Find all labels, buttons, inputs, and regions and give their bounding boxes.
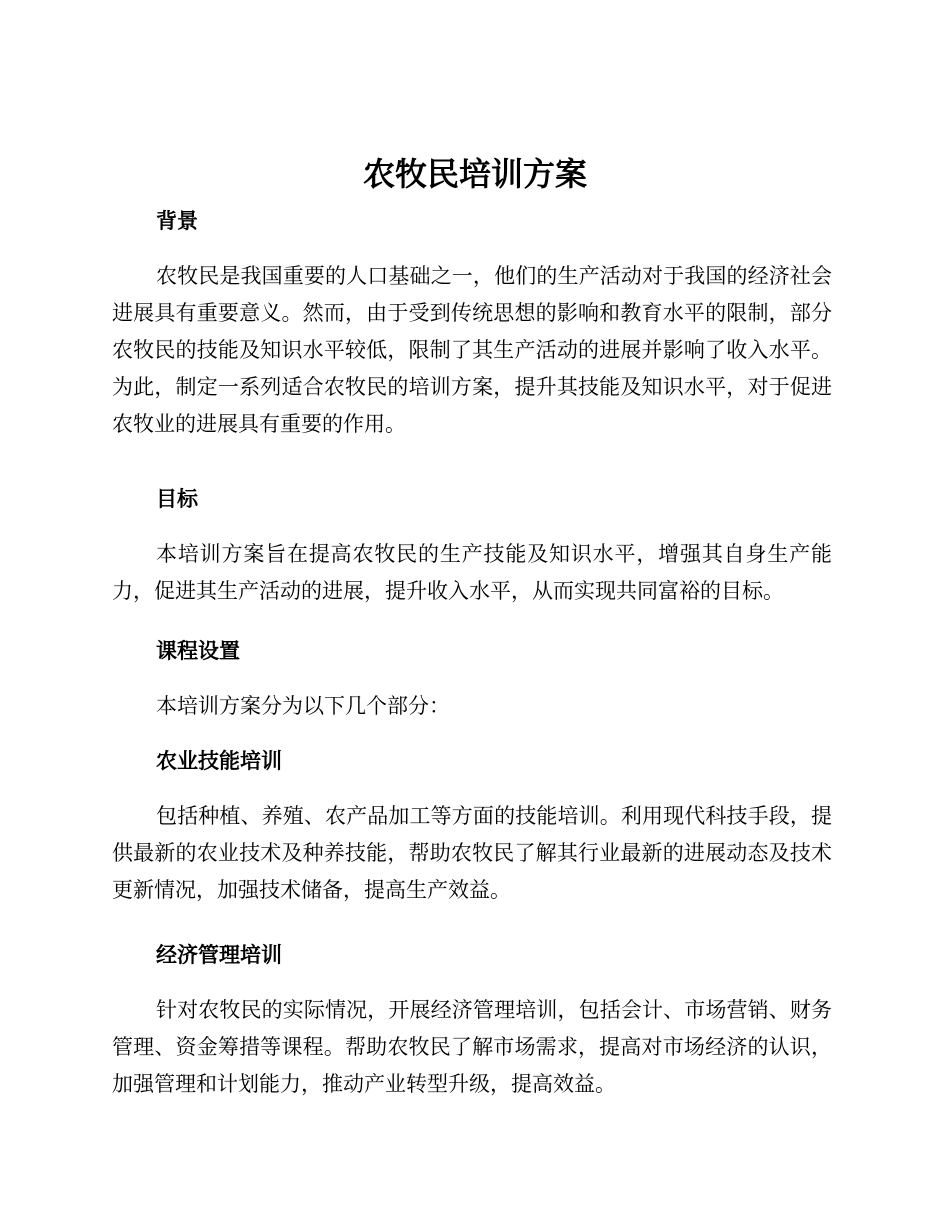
section-heading-background: 背景 — [156, 209, 198, 233]
section-paragraph-econ-mgmt: 针对农牧民的实际情况，开展经济管理培训，包括会计、市场营销、财务管理、资金筹措等课程。帮助农牧民了解市场需求，提高对市场经济的认识，加强管理和计划能力，推动产业转型升级，提高效益。 — [112, 998, 832, 1096]
section-paragraph-agri-skills: 包括种植、养殖、农产品加工等方面的技能培训。利用现代科技手段，提供最新的农业技术及种养技能，帮助农牧民了解其行业最新的进展动态及技术更新情况，加强技术储备，提高生产效益。 — [112, 804, 832, 902]
section-paragraph-goal: 本培训方案旨在提高农牧民的生产技能及知识水平，增强其自身生产能力，促进其生产活动的进展，提升收入水平，从而实现共同富裕的目标。 — [112, 542, 832, 603]
document-title: 农牧民培训方案 — [362, 155, 587, 193]
section-paragraph-background: 农牧民是我国重要的人口基础之一，他们的生产活动对于我国的经济社会进展具有重要意义。然而，由于受到传统思想的影响和教育水平的限制，部分农牧民的技能及知识水平较低，限制了其生产活动的进展并影响了收入水平。为此，制定一系列适合农牧民的培训方案，提升其技能及知识水平，对于促进农牧业的进展具有重要的作用。 — [112, 264, 832, 436]
section-heading-econ-mgmt: 经济管理培训 — [156, 943, 282, 967]
section-heading-agri-skills: 农业技能培训 — [156, 749, 282, 773]
section-heading-goal: 目标 — [156, 487, 198, 511]
section-heading-curriculum: 课程设置 — [156, 639, 240, 663]
section-paragraph-curriculum: 本培训方案分为以下几个部分： — [156, 694, 450, 718]
